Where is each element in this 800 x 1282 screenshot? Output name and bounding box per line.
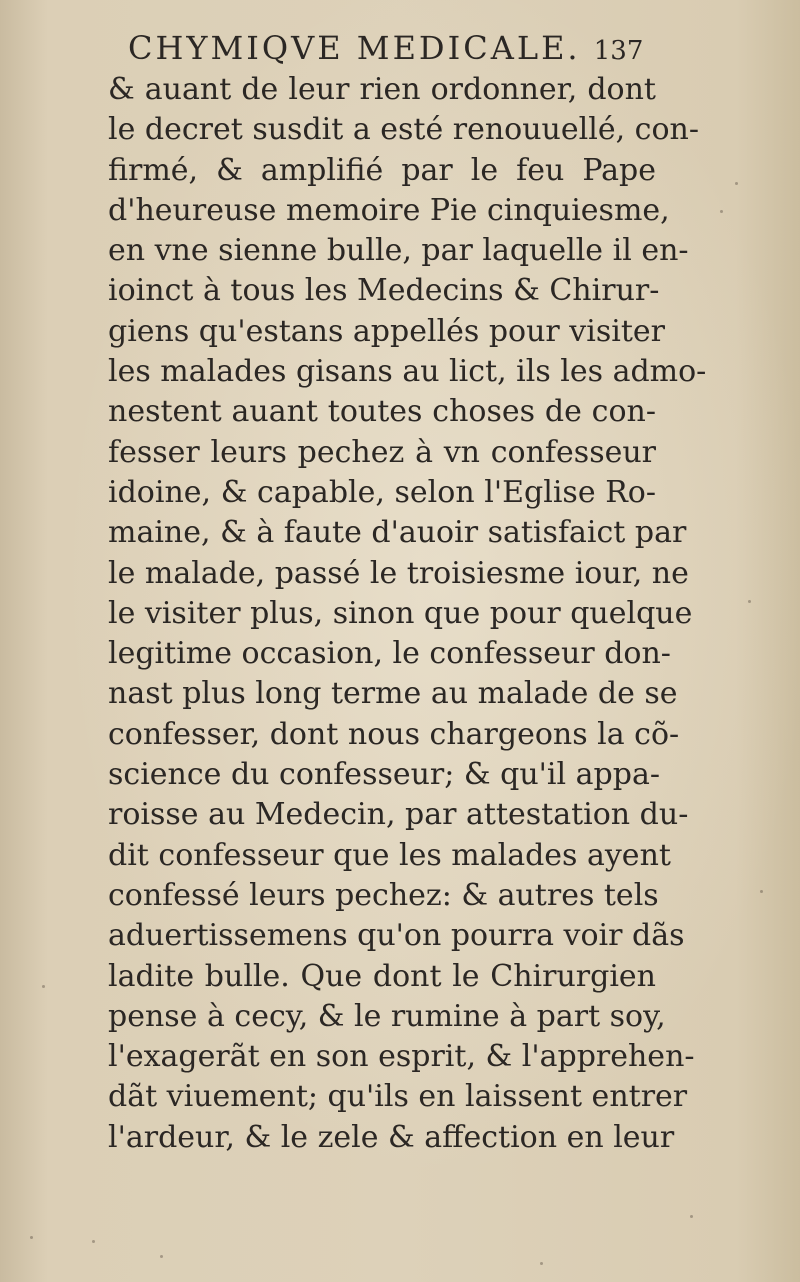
text-line: dãt viuement; qu'ils en laissent entrer bbox=[108, 1079, 688, 1115]
text-line: ioinct à tous les Medecins & Chirur- bbox=[108, 273, 660, 309]
text-line: les malades gisans au lict, ils les admo- bbox=[108, 354, 707, 390]
text-line: maine, & à faute d'auoir satisfaict par bbox=[108, 515, 687, 551]
running-header bbox=[128, 28, 644, 71]
text-line: d'heureuse memoire Pie cinquiesme, bbox=[108, 192, 670, 228]
text-line: ladite bulle. Que dont le Chirurgien bbox=[108, 958, 656, 994]
text-line: giens qu'estans appellés pour visiter bbox=[108, 313, 665, 349]
page-number: 137 bbox=[593, 36, 644, 66]
text-line: aduertissemens qu'on pourra voir dãs bbox=[108, 918, 685, 954]
text-line: confessé leurs pechez: & autres tels bbox=[108, 877, 659, 913]
text-line: dit confesseur que les malades ayent bbox=[108, 837, 671, 873]
text-line: firmé, & amplifié par le feu Pape bbox=[108, 152, 656, 188]
text-line: le visiter plus, sinon que pour quelque bbox=[108, 595, 693, 631]
text-line: en vne sienne bulle, par laquelle il en- bbox=[108, 233, 689, 269]
text-line: nestent auant toutes choses de con- bbox=[108, 394, 656, 430]
text-line: legitime occasion, le confesseur don- bbox=[108, 636, 671, 672]
text-line: pense à cecy, & le rumine à part soy, bbox=[108, 998, 666, 1034]
text-line: nast plus long terme au malade de se bbox=[108, 676, 678, 712]
text-line: le malade, passé le troisiesme iour, ne bbox=[108, 555, 689, 591]
text-line: fesser leurs pechez à vn confesseur bbox=[108, 434, 656, 470]
body-text bbox=[108, 70, 707, 1158]
text-line: confesser, dont nous chargeons la cõ- bbox=[108, 716, 680, 752]
text-line: le decret susdit a esté renouuellé, con- bbox=[108, 112, 699, 148]
running-title: CHYMIQVE MEDICALE. bbox=[128, 29, 581, 67]
text-line: l'exagerãt en son esprit, & l'apprehen- bbox=[108, 1039, 695, 1075]
text-line: idoine, & capable, selon l'Eglise Ro- bbox=[108, 474, 656, 510]
text-line: roisse au Medecin, par attestation du- bbox=[108, 797, 689, 833]
text-line: science du confesseur; & qu'il appa- bbox=[108, 757, 660, 793]
text-line: & auant de leur rien ordonner, dont bbox=[108, 72, 656, 107]
text-line: l'ardeur, & le zele & affection en leur bbox=[108, 1119, 675, 1155]
